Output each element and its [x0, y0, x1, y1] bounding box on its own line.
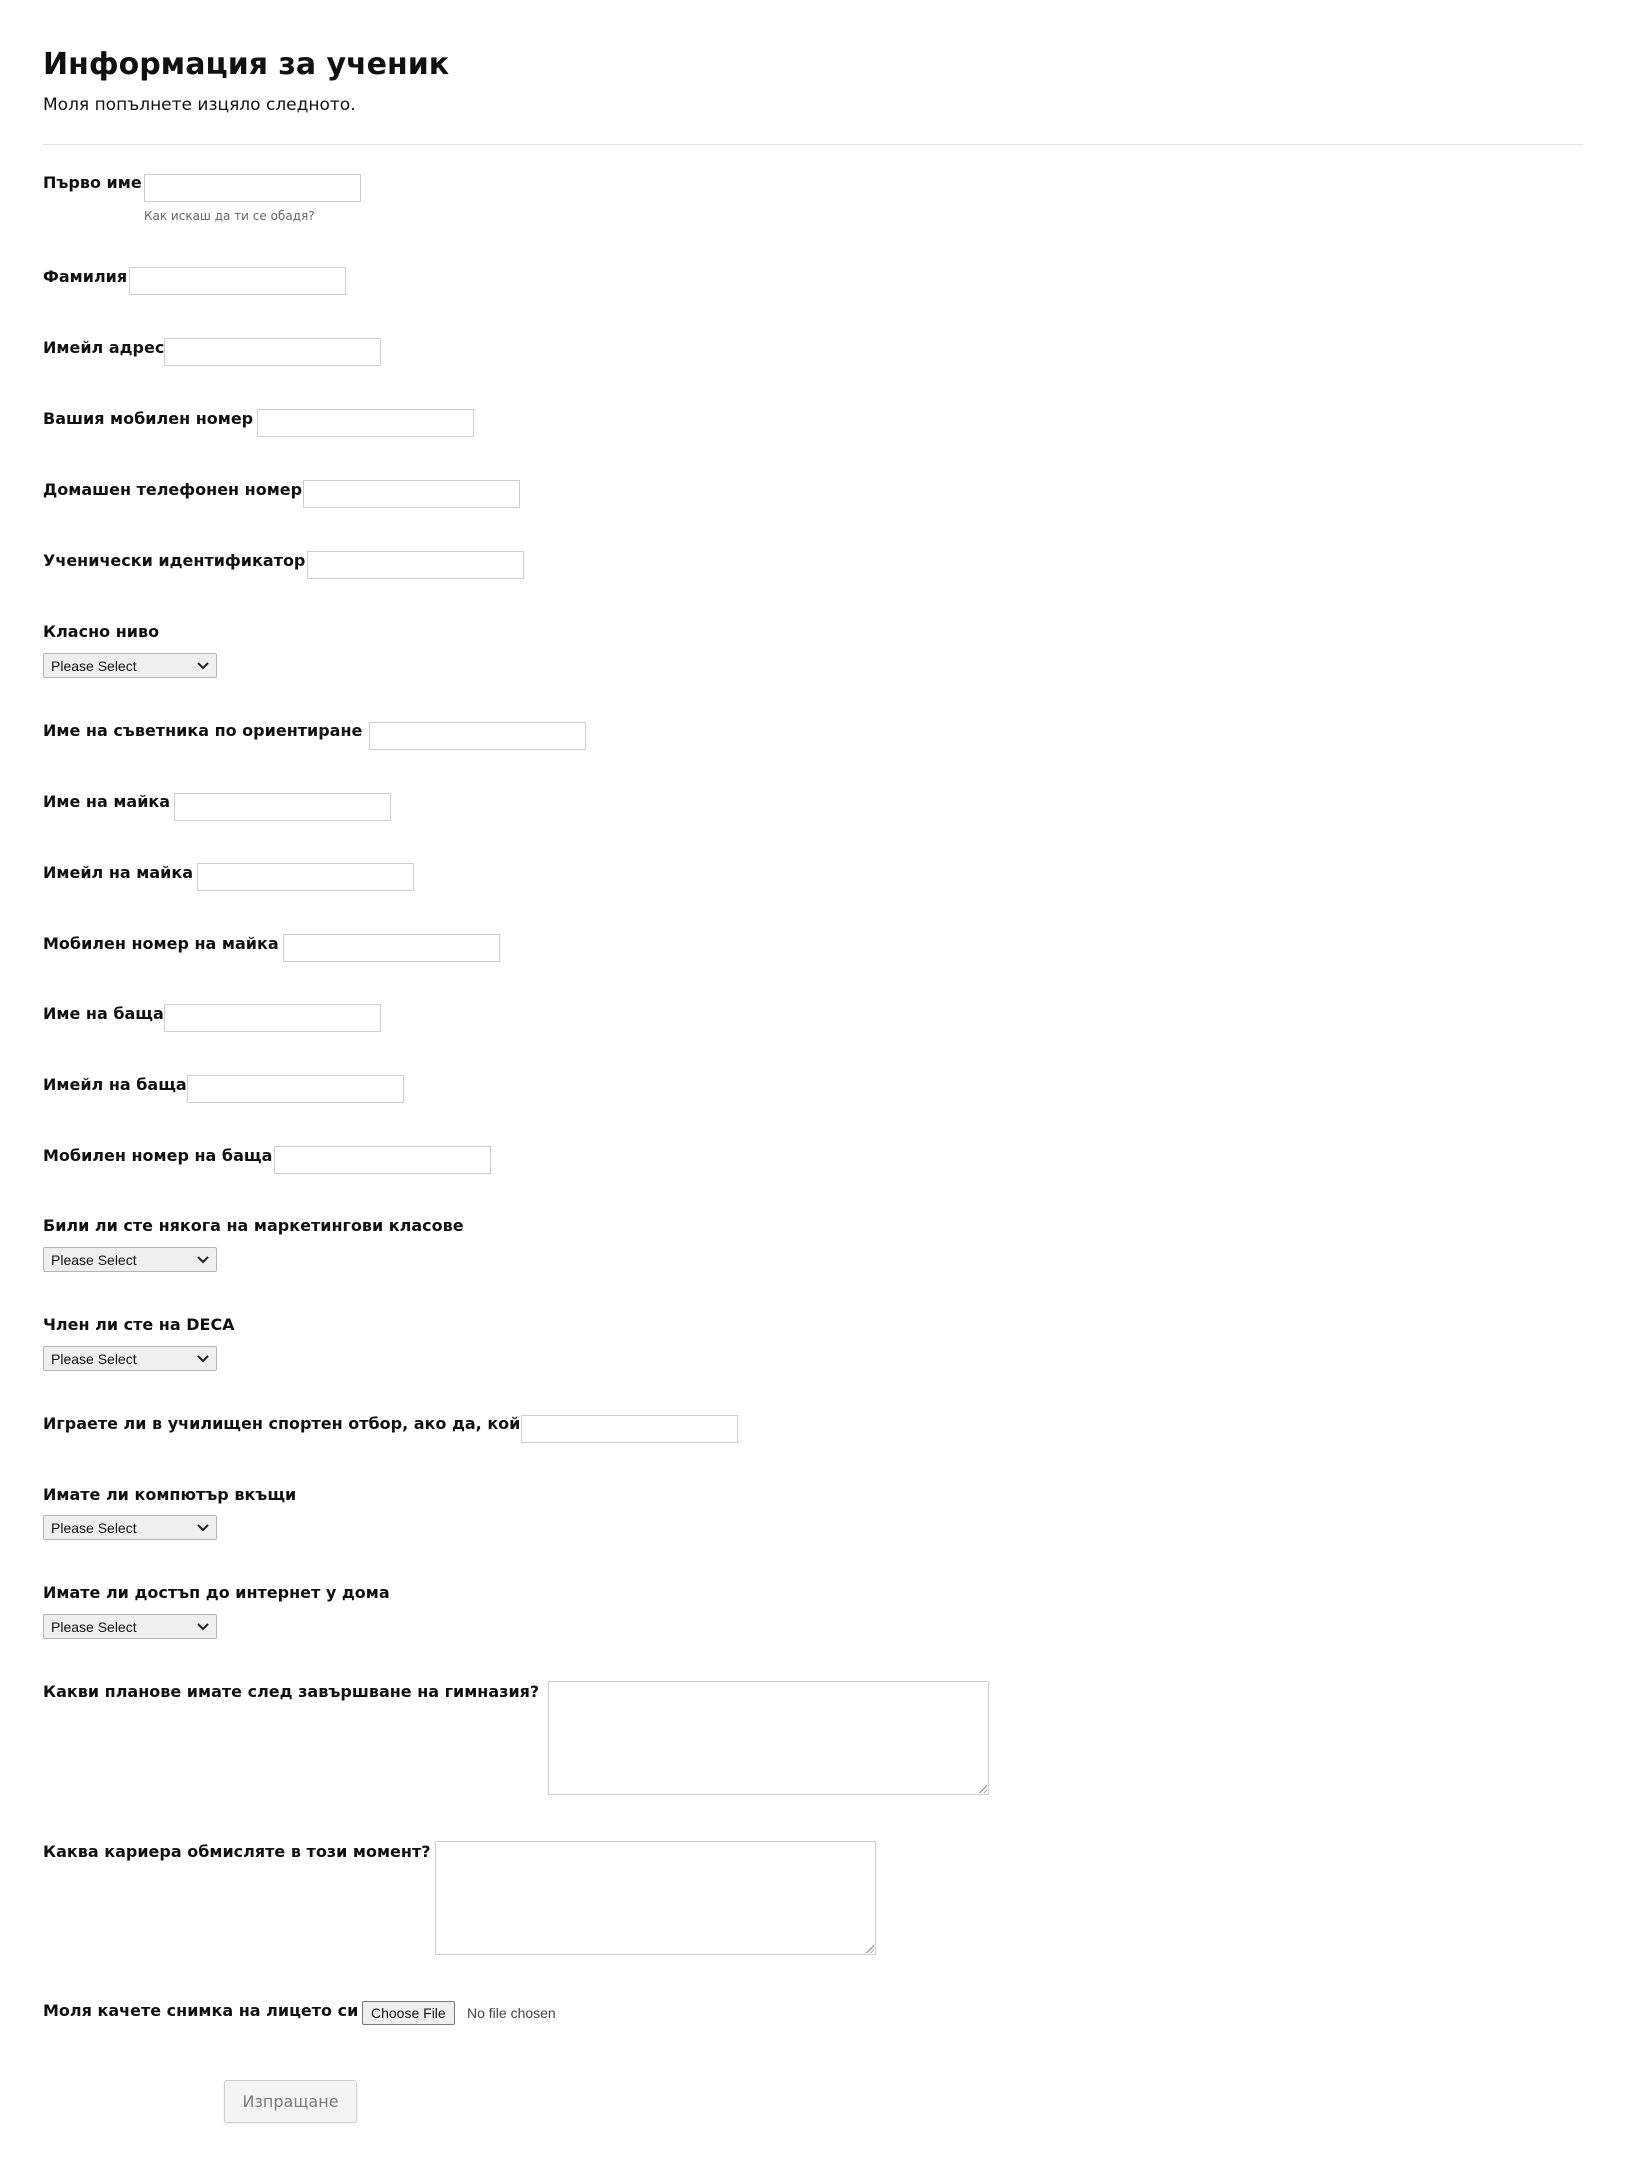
father-email-label: Имейл на баща [43, 1075, 187, 1094]
marketing-classes-select[interactable] [43, 1247, 217, 1272]
father-name-input[interactable] [164, 1004, 381, 1032]
mother-email-label: Имейл на майка [43, 863, 193, 882]
deca-member-label: Член ли сте на DECA [43, 1315, 235, 1334]
choose-file-button[interactable]: Choose File [362, 2001, 455, 2025]
first-name-label: Първо име [43, 173, 142, 192]
mother-mobile-label: Мобилен номер на майка [43, 934, 279, 953]
submit-button[interactable]: Изпращане [224, 2080, 357, 2123]
father-name-label: Име на баща [43, 1004, 164, 1023]
deca-member-select[interactable] [43, 1346, 217, 1371]
mother-email-input[interactable] [197, 863, 414, 891]
counselor-name-input[interactable] [369, 722, 586, 750]
home-computer-selected: Please Select [51, 1519, 137, 1536]
chevron-down-icon [196, 1352, 210, 1366]
grade-level-label: Класно ниво [43, 622, 160, 641]
counselor-name-label: Име на съветника по ориентиране [43, 721, 363, 740]
mother-name-input[interactable] [174, 793, 391, 821]
header-divider [43, 144, 1583, 145]
father-mobile-input[interactable] [274, 1146, 491, 1174]
career-wrapper [435, 1841, 876, 1955]
grade-level-selected: Please Select [51, 657, 137, 674]
mother-mobile-input[interactable] [283, 934, 500, 962]
last-name-label: Фамилия [43, 267, 128, 286]
photo-upload-label: Моля качете снимка на лицето си [43, 2001, 359, 2020]
student-id-input[interactable] [307, 551, 524, 579]
home-computer-select[interactable] [43, 1515, 217, 1540]
career-label: Каква кариера обмисляте в този момент? [43, 1842, 431, 1861]
first-name-hint: Как искаш да ти се обадя? [144, 209, 315, 223]
last-name-input[interactable] [129, 267, 346, 295]
chevron-down-icon [196, 1521, 210, 1535]
page-title: Информация за ученик [43, 47, 450, 82]
sports-team-label: Играете ли в училищен спортен отбор, ако да, кой [43, 1414, 521, 1433]
career-textarea[interactable] [435, 1841, 876, 1955]
home-internet-selected: Please Select [51, 1618, 137, 1635]
page-subtitle: Моля попълнете изцяло следното. [43, 95, 356, 115]
mobile-label: Вашия мобилен номер [43, 409, 254, 428]
marketing-classes-label: Били ли сте някога на маркетингови класове [43, 1216, 464, 1235]
father-mobile-label: Мобилен номер на баща [43, 1146, 273, 1165]
email-label: Имейл адрес [43, 338, 165, 357]
grade-level-select[interactable] [43, 653, 217, 678]
mother-name-label: Име на майка [43, 792, 171, 811]
post-school-plans-label: Какви планове имате след завършване на гимназия? [43, 1682, 540, 1701]
father-email-input[interactable] [187, 1075, 404, 1103]
home-internet-label: Имате ли достъп до интернет у дома [43, 1583, 390, 1602]
file-status-text: No file chosen [467, 2005, 556, 2021]
chevron-down-icon [196, 1620, 210, 1634]
post-school-plans-wrapper [548, 1681, 989, 1795]
student-id-label: Ученически идентификатор [43, 551, 306, 570]
mobile-input[interactable] [257, 409, 474, 437]
first-name-input[interactable] [144, 174, 361, 202]
chevron-down-icon [196, 1253, 210, 1267]
chevron-down-icon [196, 659, 210, 673]
home-computer-label: Имате ли компютър вкъщи [43, 1485, 297, 1504]
home-phone-label: Домашен телефонен номер [43, 480, 303, 499]
home-internet-select[interactable] [43, 1614, 217, 1639]
sports-team-input[interactable] [521, 1415, 738, 1443]
home-phone-input[interactable] [303, 480, 520, 508]
post-school-plans-textarea[interactable] [548, 1681, 989, 1795]
deca-member-selected: Please Select [51, 1350, 137, 1367]
marketing-classes-selected: Please Select [51, 1251, 137, 1268]
email-input[interactable] [164, 338, 381, 366]
